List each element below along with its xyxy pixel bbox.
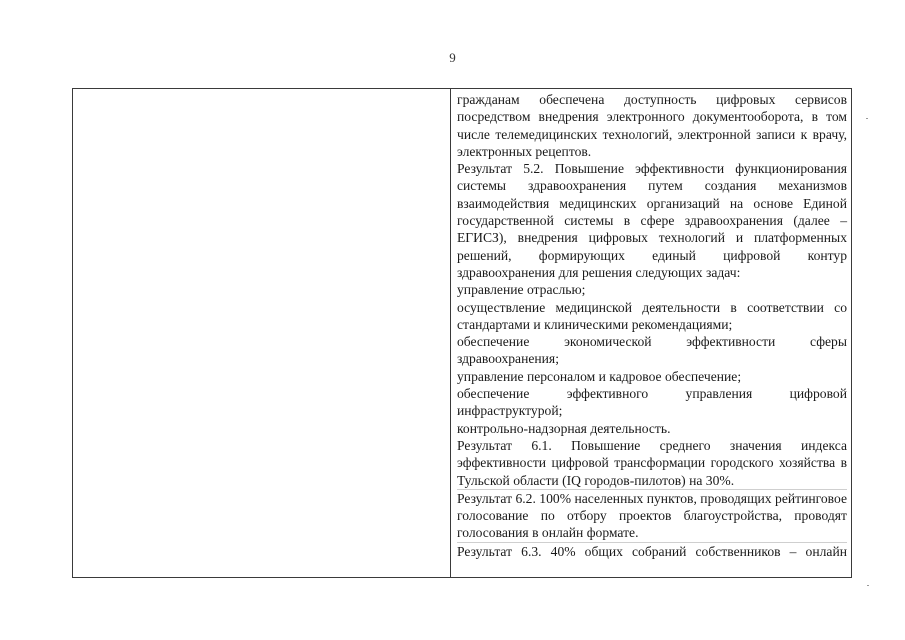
list-item-supervision: контрольно-надзорная деятельность. (457, 420, 671, 436)
paragraph-result-5-2: Результат 5.2. Повышение эффективности функционирования системы здравоохранения путем создания механизмов взаимодействия медицинских организаций на основе Единой государственной системы в сфере здравоохранения (далее – ЕГИСЗ), внедрения цифровых технологий и платформенных решений, формирующих единый цифровой контур здравоохранения для решения следующих задач: (457, 161, 847, 280)
paragraph-result-6-3: Результат 6.3. 40% общих собраний собственников – онлайн (457, 543, 847, 559)
document-table (72, 88, 852, 578)
scan-artifact (867, 585, 869, 586)
list-item-digital-infrastructure: обеспечение эффективного управления цифровой инфраструктурой; (457, 386, 847, 419)
scan-artifact (866, 118, 868, 119)
list-item-industry-management: управление отраслью; (457, 282, 586, 298)
list-item-personnel-management: управление персоналом и кадровое обеспечение; (457, 368, 742, 384)
paragraph-digital-services: гражданам обеспечена доступность цифровых сервисов посредством внедрения электронного документооборота, в том числе телемедицинских технологий, электронной записи к врачу, электронных рецептов. (457, 92, 847, 159)
list-item-medical-activity: осуществление медицинской деятельности в соответствии со стандартами и клиническими рекомендациями; (457, 299, 847, 332)
table-cell-left (73, 89, 451, 577)
page-number: 9 (449, 50, 456, 65)
paragraph-result-6-2: Результат 6.2. 100% населенных пунктов, проводящих рейтинговое голосование по отбору проектов благоустройства, проводят голосования в онлайн формате. (457, 490, 847, 541)
paragraph-result-6-1: Результат 6.1. Повышение среднего значения индекса эффективности цифровой трансформации городского хозяйства в Тульской области (IQ городов-пилотов) на 30%. (457, 437, 847, 488)
table-cell-right (451, 89, 851, 577)
list-item-economic-efficiency: обеспечение экономической эффективности сферы здравоохранения; (457, 334, 847, 367)
